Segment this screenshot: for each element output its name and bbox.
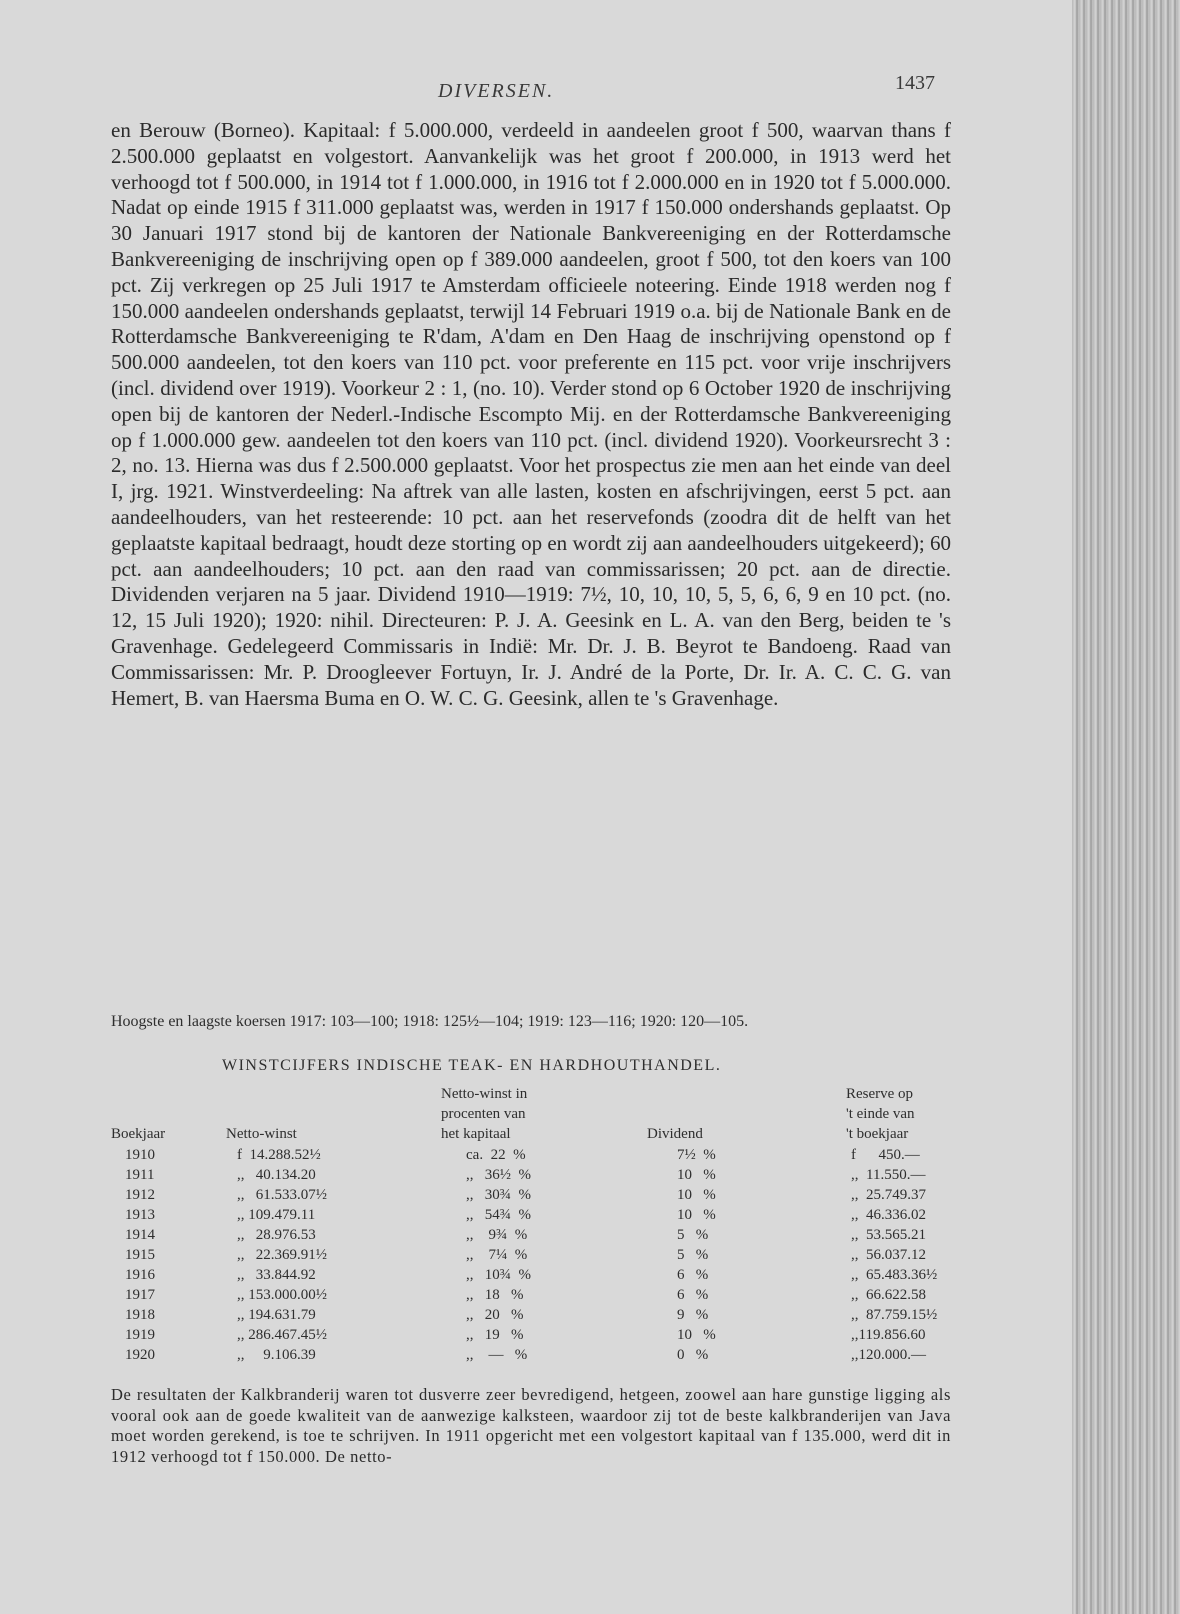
cell-netto-winst: ,, 9.106.39 xyxy=(237,1347,316,1363)
cell-reserve: ,, 65.483.36½ xyxy=(851,1267,938,1283)
cell-dividend: 6 % xyxy=(677,1287,709,1303)
cell-dividend: 9 % xyxy=(677,1307,709,1323)
cell-year: 1920 xyxy=(125,1347,155,1363)
table-row xyxy=(111,1345,956,1365)
table-header xyxy=(111,1085,956,1145)
cell-year: 1910 xyxy=(125,1147,155,1163)
cell-year: 1917 xyxy=(125,1287,155,1303)
cell-dividend: 5 % xyxy=(677,1247,709,1263)
cell-netto-winst: ,, 22.369.91½ xyxy=(237,1247,327,1263)
koersen-line: Hoogste en laagste koersen 1917: 103—100; 1918: 125½—104; 1919: 123—116; 1920: 120—105. xyxy=(111,1013,749,1030)
table-row xyxy=(111,1325,956,1345)
table-row xyxy=(111,1145,956,1165)
cell-percent: ,, 30¾ % xyxy=(466,1187,531,1203)
running-head: DIVERSEN. xyxy=(438,80,555,102)
cell-percent: ,, 7¼ % xyxy=(466,1247,528,1263)
cell-percent: ,, 19 % xyxy=(466,1327,524,1343)
cell-year: 1913 xyxy=(125,1207,155,1223)
header-reserve-line1: Reserve op xyxy=(846,1086,914,1102)
table-row xyxy=(111,1225,956,1245)
cell-year: 1912 xyxy=(125,1187,155,1203)
cell-netto-winst: ,, 28.976.53 xyxy=(237,1227,316,1243)
cell-reserve: ,, 66.622.58 xyxy=(851,1287,926,1303)
header-reserve-line2: 't einde van xyxy=(846,1106,915,1122)
cell-dividend: 7½ % xyxy=(677,1147,716,1163)
cell-netto-winst: ,, 33.844.92 xyxy=(237,1267,316,1283)
cell-reserve: ,, 25.749.37 xyxy=(851,1187,926,1203)
body-paragraph xyxy=(111,118,951,711)
table-body xyxy=(111,1145,956,1365)
cell-dividend: 10 % xyxy=(677,1327,716,1343)
cell-netto-winst: f 14.288.52½ xyxy=(237,1147,321,1163)
cell-percent: ,, 54¾ % xyxy=(466,1207,531,1223)
cell-netto-winst: ,, 109.479.11 xyxy=(237,1207,316,1223)
cell-netto-winst: ,, 61.533.07½ xyxy=(237,1187,327,1203)
header-netto-winst: Netto-winst xyxy=(226,1126,297,1142)
cell-netto-winst: ,, 194.631.79 xyxy=(237,1307,316,1323)
table-row xyxy=(111,1265,956,1285)
cell-dividend: 0 % xyxy=(677,1347,709,1363)
cell-reserve: ,, 53.565.21 xyxy=(851,1227,926,1243)
table-row xyxy=(111,1165,956,1185)
header-dividend: Dividend xyxy=(647,1126,703,1142)
cell-netto-winst: ,, 153.000.00½ xyxy=(237,1287,327,1303)
page-number: 1437 xyxy=(895,72,935,94)
cell-dividend: 6 % xyxy=(677,1267,709,1283)
cell-reserve: ,, 87.759.15½ xyxy=(851,1307,938,1323)
cell-percent: ,, 36½ % xyxy=(466,1167,531,1183)
header-pct-line1: Netto-winst in xyxy=(441,1086,528,1102)
cell-reserve: ,, 56.037.12 xyxy=(851,1247,926,1263)
cell-percent: ,, 9¾ % xyxy=(466,1227,528,1243)
cell-dividend: 10 % xyxy=(677,1187,716,1203)
body-text: en Berouw (Borneo). Kapitaal: f 5.000.000, verdeeld in aandeelen groot f 500, waarvan thans f 2.500.000 geplaatst en volgestort. Aanvankelijk was het groot f 200.000, in 1913 werd het verhoogd tot f 500.000, in 1914 tot f 1.000.000, in 1916 tot f 2.000.000 en in 1920 tot f 5.000.000. Nadat op einde 1915 f 311.000 geplaatst was, werden in 1917 f 150.000 ondershands geplaatst. Op 30 Januari 1917 stond bij de kantoren der Nationale Bankvereeniging en der Rotterdamsche Bankvereeniging de inschrijving open op f 389.000 aandeelen, groot f 500, tot den koers van 100 pct. Zij verkregen op 25 Juli 1917 te Amsterdam officieele noteering. Einde 1918 werden nog f 150.000 aandeelen ondershands geplaatst, terwijl 14 Februari 1919 o.a. bij de Nationale Bank en de Rotterdamsche Bankvereeniging te R'dam, A'dam en Den Haag de inschrijving openstond op f 500.000 aandeelen, tot den koers van 110 pct. voor preferente en 115 pct. voor vrije inschrijvers (incl. dividend over 1919). Voorkeur 2 : 1, (no. 10). Verder stond op 6 October 1920 de inschrijving open bij de kantoren der Nederl.-Indische Escompto Mij. en der Rotterdamsche Bankvereeniging op f 1.000.000 gew. aandeelen tot den koers van 110 pct. (incl. dividend 1920). Voorkeursrecht 3 : 2, no. 13. Hierna was dus f 2.500.000 geplaatst. Voor het prospectus zie men aan het einde van deel I, jrg. 1921. Winstverdeeling: Na aftrek van alle lasten, kosten en afschrijvingen, eerst 5 pct. aan aandeelhouders, van het resteerende: 10 pct. aan het reservefonds (zoodra dit de helft van het geplaatste kapitaal bedraagt, houdt deze storting op en wordt zij aan aandeelhouders uitgekeerd); 60 pct. aan aandeelhouders; 10 pct. aan den raad van commissarissen; 20 pct. aan de directie. Dividenden verjaren na 5 jaar. Dividend 1910—1919: 7½, 10, 10, 10, 5, 5, 6, 6, 9 en 10 pct. (no. 12, 15 Juli 1920); 1920: nihil. Directeuren: P. J. A. Geesink en L. A. van den Berg, beiden te 's Gravenhage. Gedelegeerd Commissaris in Indië: Mr. Dr. J. B. Beyrot te Bandoeng. Raad van Commissarissen: Mr. P. Droogleever Fortuyn, Ir. J. André de la Porte, Dr. Ir. A. C. C. G. van Hemert, B. van Haersma Buma en O. W. C. G. Geesink, allen te 's Gravenhage. xyxy=(111,118,951,710)
footer-paragraph: De resultaten der Kalkbranderij waren tot dusverre zeer bevredigend, hetgeen, zoowel aan hare gunstige ligging als vooral ook aan de goede kwaliteit van de aanwezige kalksteen, waardoor zij tot de beste kalkbranderijen van Java moet worden gerekend, is toe te schrijven. In 1911 opgericht met een volgestort kapitaal van f 135.000, werd dit in 1912 verhoogd tot f 150.000. De netto- xyxy=(111,1385,951,1466)
cell-reserve: ,,119.856.60 xyxy=(851,1327,926,1343)
cell-year: 1918 xyxy=(125,1307,155,1323)
table-row xyxy=(111,1205,956,1225)
cell-reserve: ,, 11.550.— xyxy=(851,1167,926,1183)
cell-percent: ,, 10¾ % xyxy=(466,1267,531,1283)
cell-year: 1919 xyxy=(125,1327,155,1343)
cell-percent: ,, — % xyxy=(466,1347,528,1363)
cell-percent: ,, 18 % xyxy=(466,1287,524,1303)
table-row xyxy=(111,1305,956,1325)
header-pct-line2: procenten van xyxy=(441,1106,526,1122)
table-title: WINSTCIJFERS INDISCHE TEAK- EN HARDHOUTHANDEL. xyxy=(222,1057,722,1074)
cell-year: 1914 xyxy=(125,1227,155,1243)
winstcijfers-table xyxy=(111,1085,956,1365)
header-boekjaar: Boekjaar xyxy=(111,1126,166,1142)
table-row xyxy=(111,1185,956,1205)
cell-dividend: 10 % xyxy=(677,1207,716,1223)
cell-percent: ,, 20 % xyxy=(466,1307,524,1323)
cell-netto-winst: ,, 40.134.20 xyxy=(237,1167,316,1183)
table-row xyxy=(111,1245,956,1265)
cell-year: 1911 xyxy=(125,1167,155,1183)
cell-dividend: 10 % xyxy=(677,1167,716,1183)
header-reserve-line3: 't boekjaar xyxy=(846,1126,909,1142)
cell-percent: ca. 22 % xyxy=(466,1147,526,1163)
cell-year: 1916 xyxy=(125,1267,155,1283)
cell-dividend: 5 % xyxy=(677,1227,709,1243)
cell-reserve: ,,120.000.— xyxy=(851,1347,926,1363)
page-edges xyxy=(1072,0,1180,1614)
cell-netto-winst: ,, 286.467.45½ xyxy=(237,1327,327,1343)
cell-reserve: f 450.— xyxy=(851,1147,920,1163)
cell-reserve: ,, 46.336.02 xyxy=(851,1207,926,1223)
table-row xyxy=(111,1285,956,1305)
cell-year: 1915 xyxy=(125,1247,155,1263)
header-pct-line3: het kapitaal xyxy=(441,1126,511,1142)
